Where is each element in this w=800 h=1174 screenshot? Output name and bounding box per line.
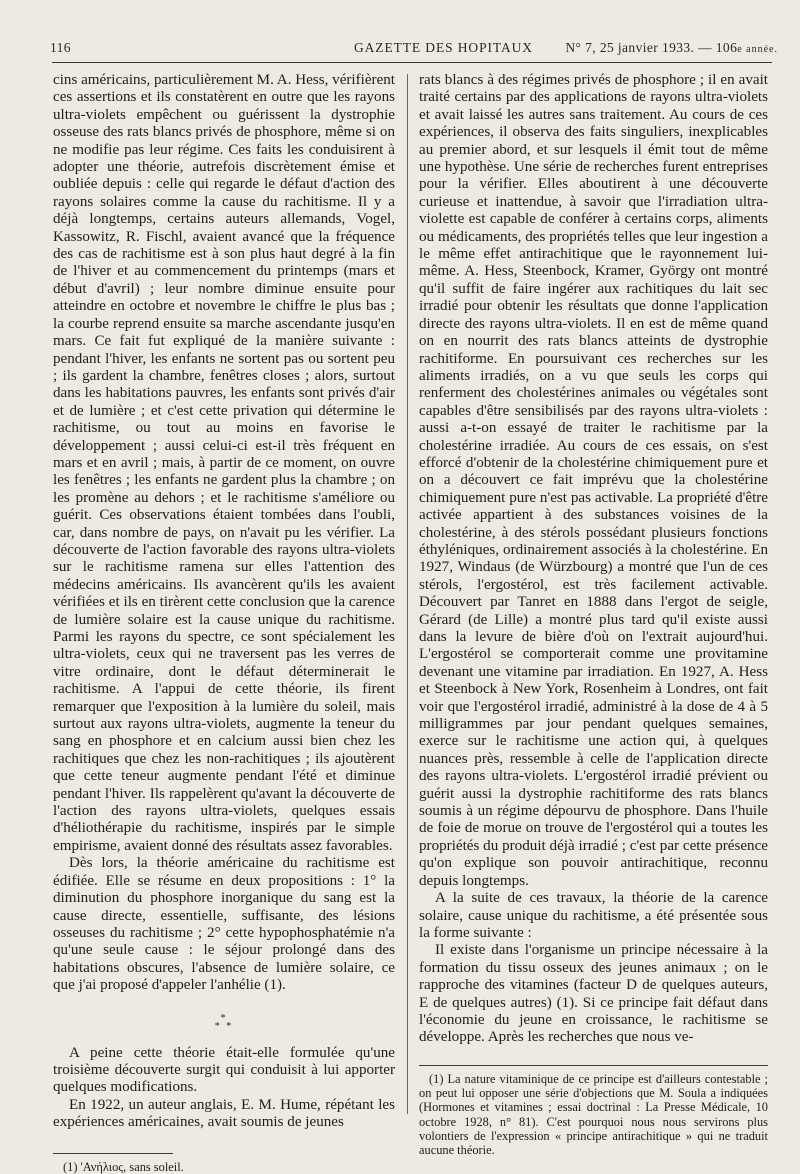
journal-title: GAZETTE DES HOPITAUX bbox=[354, 40, 533, 55]
issue-year-suffix: e année. bbox=[737, 44, 778, 55]
footnote: (1) 'Ανήλιος, sans soleil. bbox=[63, 1159, 184, 1174]
paragraph: Dès lors, la théorie américaine du rachitisme est édifiée. Elle se résume en deux propositions : 1° la diminution du phosphore inorganique du sang est la cause directe, essentielle, suffisante, des lésions osseuses du rachitisme ; 2° cette hypophosphatémie n'a qu'une seule cause : le séjour prolongé dans des habitations obscures, l'absence de lumière solaire, ce que j'ai proposé d'appeler l'anhélie (1). bbox=[53, 855, 395, 994]
issue-info bbox=[565, 40, 778, 56]
paragraph: Il existe dans l'organisme un principe nécessaire à la formation du tissu osseux des jeunes animaux ; on le rapproche des vitamines (facteur D de quelques auteurs, E de quelques autres) (1). Si ce principe fait défaut dans l'économie du jeune en croissance, le rachitisme se développe. Après les recherches que nous ve- bbox=[419, 942, 768, 1046]
running-header bbox=[50, 36, 778, 58]
footnote: (1) La nature vitaminique de ce principe est d'ailleurs contestable ; on peut lui opposer une série d'objections que M. Soula a indiquées (Hormones et vitamines ; essai doctrinal : La Presse Médicale, 10 octobre 1928, n° 81). C'est pourquoi nous nous servirons plus volontiers de l'expression « principe antirachitique » qui ne traduit aucune théorie. bbox=[419, 1071, 768, 1158]
header-rule bbox=[52, 62, 772, 63]
paragraph: En 1922, un auteur anglais, E. M. Hume, répétant les expériences américaines, avait soumis de jeunes bbox=[53, 1096, 395, 1131]
section-separator-asterisks: * * * bbox=[214, 1012, 234, 1032]
right-column bbox=[419, 72, 768, 1158]
paragraph: rats blancs à des régimes privés de phosphore ; il en avait traité certains par des applications de rayons ultra-violets et avait laissé les autres sans traitement. Au cours de ces expériences, il observa des faits singuliers, inexplicables au premier abord, et sur lesquels il émit tout de même une hypothèse. Une série de recherches furent entreprises pour la vérifier. Elles aboutirent à une découverte curieuse et inattendue, à savoir que l'irradiation ultra-violette est capable de conférer à certains corps, aliments ou médicaments, des propriétés telles que leur ingestion a le même effet antirachitique que le rayonnement lui-même. A. Hess, Steenbock, Kramer, György ont montré qu'il suffit de faire ingérer aux rachitiques du lait sec irradié pour obtenir les résultats que donne l'application directe des rayons ultra-violets. Il en est de même quand on en nourrit des rats blancs atteints de dystrophie rachitiforme. En poursuivant ces recherches sur les aliments irradiés, on a vu que seuls les corps qui renferment des cholestérines animales ou végétales sont capables d'être sensibilisés par des rayons ultra-violets : aussi a-t-on essayé de traiter le rachitisme par la cholestérine irradiée. Au cours de ces essais, on s'est efforcé d'obtenir de la cholestérine chimiquement pure et on a découvert ce fait imprévu que la cholestérine chimiquement pure n'est pas activable. La propriété d'être activée appartient à des substances voisines de la cholestérine, à des stérols possédant plusieurs fonctions éthyléniques, ordinairement associés à la cholestérine. En 1927, Windaus (de Würzbourg) a montré que l'un de ces stérols, l'ergostérol, est très facilement activable. Découvert par Tanret en 1888 dans l'ergot de seigle, Gérard (de Lille) a montré plus tard qu'il existe aussi dans la levure de bière d'où on l'extrait aujourd'hui. L'ergostérol se comporterait comme une provitamine devenant une vitamine par irradiation. En 1927, A. Hess et Steenbock à New York, Rosenheim à Londres, ont fait voir que l'ergostérol irradié, administré à la dose de 4 à 5 milligrammes par jour pendant quelques semaines, exerce sur le rachitisme une action qui, à quelques nuances près, ressemble à celle de l'application directe des rayons ultra-violets. L'ergostérol irradié prévient ou guérit aussi la dystrophie rachitiforme des rats blancs soumis à un régime dépourvu de phosphore. Dans l'huile de foie de morue on trouve de l'ergostérol qui a toutes les propriétés du produit déjà irradié ; c'est par cette présence qu'on explique son pouvoir antirachitique, reconnu depuis longtemps. bbox=[419, 72, 768, 889]
left-column bbox=[53, 72, 395, 1174]
page-number: 116 bbox=[50, 40, 71, 55]
footnote-rule bbox=[419, 1065, 768, 1066]
paragraph: cins américains, particulièrement M. A. Hess, vérifièrent ces assertions et ils constatèrent en outre que les rayons ultra-violets empêchent ou guérissent la dystrophie osseuse des rats blancs privés de phosphore, même si on ne modifie pas leur régime. Ces faits les conduisirent à adopter une théorie, autrefois discrètement émise et oubliée depuis : celle qui regarde le défaut d'action des rayons solaires comme la cause du rachitisme. Il y a déjà longtemps, certains auteurs allemands, Vogel, Kassowitz, R. Fischl, avaient avancé que la fréquence des cas de rachitisme est à son plus haut degré à la fin de l'hiver et au commencement du printemps (mars et début d'avril) ; leur nombre diminue ensuite pour atteindre en octobre et novembre le chiffre le plus bas ; la courbe reprend ensuite sa marche ascendante jusqu'en mars. Ce fait fut expliqué de la manière suivante : pendant l'hiver, les enfants ne sortent pas ou sortent peu ; ils gardent la chambre, fenêtres closes ; alors, surtout dans les habitations pauvres, les enfants sont privés d'air et de lumière ; et c'est cette privation qui détermine le rachitisme, ou tout au moins en favorise le développement ; aussi celui-ci est-il très fréquent en mars et en avril ; mais, à partir de ce moment, on ouvre les fenêtres ; les enfants ne gardent plus la chambre ; on les promène au dehors ; et le rachitisme s'améliore ou guérit. Ces observations étaient tombées dans l'oubli, car, dans nombre de pays, on n'avait pu les vérifier. La découverte de l'action favorable des rayons ultra-violets sur le rachitisme ramena sur elles l'attention des médecins américains. Ils avancèrent qu'ils les avaient vérifiées et ils en tirèrent cette conclusion que la carence de lumière solaire est la cause unique du rachitisme. Parmi les rayons du spectre, ce sont spécialement les ultra-violets, ceux qui ne traversent pas les verres de vitre ordinaire, dont le défaut déterminerait le rachitisme. A l'appui de cette théorie, ils firent remarquer que l'exposition à la lumière du soleil, mais surtout aux rayons ultra-violets, augmente la teneur du sang en phosphore et en calcium aussi bien chez les rachitiques que chez les non-rachitiques ; ils ajoutèrent que cette teneur augmente pendant l'été et diminue pendant l'hiver. Ils rappelèrent qu'avant la découverte de l'action des rayons ultra-violets, quelques essais d'héliothérapie du rachitisme, inspirés par le simple empirisme, avaient donné des résultats assez favorables. bbox=[53, 72, 396, 854]
column-divider bbox=[407, 74, 408, 1114]
issue-date: N° 7, 25 janvier 1933. — 106 bbox=[565, 40, 738, 55]
paragraph: A peine cette théorie était-elle formulée qu'une troisième découverte surgit qui conduisit à lui apporter quelques modifications. bbox=[53, 1044, 395, 1096]
footnote-rule bbox=[53, 1153, 173, 1154]
paragraph: A la suite de ces travaux, la théorie de la carence solaire, cause unique du rachitisme, a été présentée sous la forme suivante : bbox=[419, 890, 768, 941]
